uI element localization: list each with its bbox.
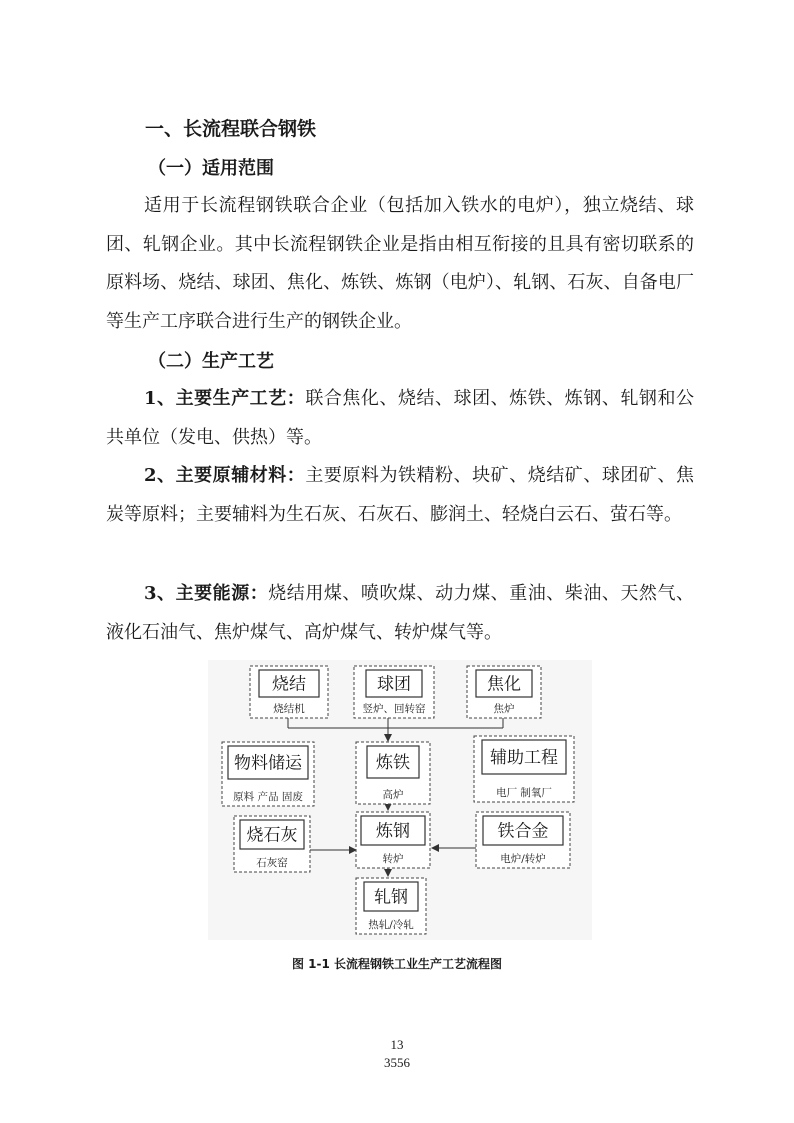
flow-node-subtitle: 电厂 制氧厂 (496, 787, 552, 799)
flow-node-subtitle: 石灰窑 (256, 857, 288, 869)
flow-node-title: 烧石灰 (246, 825, 298, 846)
process-item-text: 烧结用煤、喷吹煤、动力煤、重油、柴油、天然气、液化石油气、焦炉煤气、高炉煤气、转炉煤气等。 (106, 583, 694, 643)
flow-node-subtitle: 转炉 (382, 853, 404, 865)
process-item-label: 3、主要能源： (144, 583, 269, 604)
process-item-text: 主要原料为铁精粉、块矿、烧结矿、球团矿、焦炭等原料；主要辅料为生石灰、石灰石、膨润土、轻烧白云石、萤石等。 (106, 465, 694, 525)
flow-node-coking (467, 666, 541, 718)
flow-node-title: 铁合金 (497, 821, 549, 842)
flow-node-subtitle: 热轧/冷轧 (368, 919, 414, 931)
section-title-process: （二）生产工艺 (148, 351, 274, 372)
process-item-1 (106, 380, 694, 457)
process-item-2 (106, 457, 694, 534)
flow-node-title: 焦化 (487, 674, 521, 695)
process-flow-diagram (208, 660, 592, 940)
page-total: 3556 (384, 1055, 410, 1070)
flow-node-subtitle: 电炉/转炉 (500, 853, 546, 865)
page-number: 13 (390, 1037, 404, 1052)
figure-caption: 图 1-1 长流程钢铁工业生产工艺流程图 (291, 957, 503, 971)
main-heading: 一、长流程联合钢铁 (145, 118, 317, 140)
flow-node-subtitle: 高炉 (382, 789, 404, 801)
flow-node-title: 辅助工程 (490, 748, 558, 768)
flow-node-title: 炼钢 (376, 821, 410, 842)
flow-node-ironmaking (356, 742, 430, 804)
flow-node-auxiliary (474, 736, 574, 802)
flow-node-subtitle: 焦炉 (493, 703, 515, 715)
process-item-3 (106, 575, 694, 652)
flow-node-title: 球团 (377, 674, 411, 695)
flow-node-title: 轧钢 (374, 887, 408, 908)
flow-node-title: 炼铁 (376, 753, 410, 773)
flow-node-rolling (356, 878, 426, 934)
flow-node-storage (222, 742, 314, 806)
flow-node-ferroalloy (476, 812, 570, 868)
section-title-scope: （一）适用范围 (148, 158, 274, 179)
flow-node-lime (234, 816, 310, 872)
process-item-text: 联合焦化、烧结、球团、炼铁、炼钢、轧钢和公共单位（发电、供热）等。 (106, 388, 694, 448)
flow-node-sintering (250, 666, 328, 718)
flow-node-subtitle: 竖炉、回转窑 (362, 703, 426, 715)
process-item-label: 2、主要原辅材料： (144, 465, 306, 486)
flow-node-subtitle: 原料 产品 固废 (233, 791, 303, 803)
flow-node-title: 烧结 (272, 674, 306, 695)
flow-node-steelmaking (356, 812, 430, 868)
flow-node-subtitle: 烧结机 (273, 703, 305, 715)
scope-paragraph: 适用于长流程钢铁联合企业（包括加入铁水的电炉），独立烧结、球团、轧钢企业。其中长流程钢铁企业是指由相互衔接的且具有密切联系的原料场、烧结、球团、焦化、炼铁、炼钢（电炉）、轧钢、石灰、自备电厂等生产工序联合进行生产的钢铁企业。 (106, 195, 694, 332)
flow-node-pellet (354, 666, 434, 718)
flow-diagram-svg (208, 660, 592, 940)
flow-node-title: 物料储运 (234, 753, 302, 774)
process-item-label: 1、主要生产工艺： (144, 388, 306, 409)
